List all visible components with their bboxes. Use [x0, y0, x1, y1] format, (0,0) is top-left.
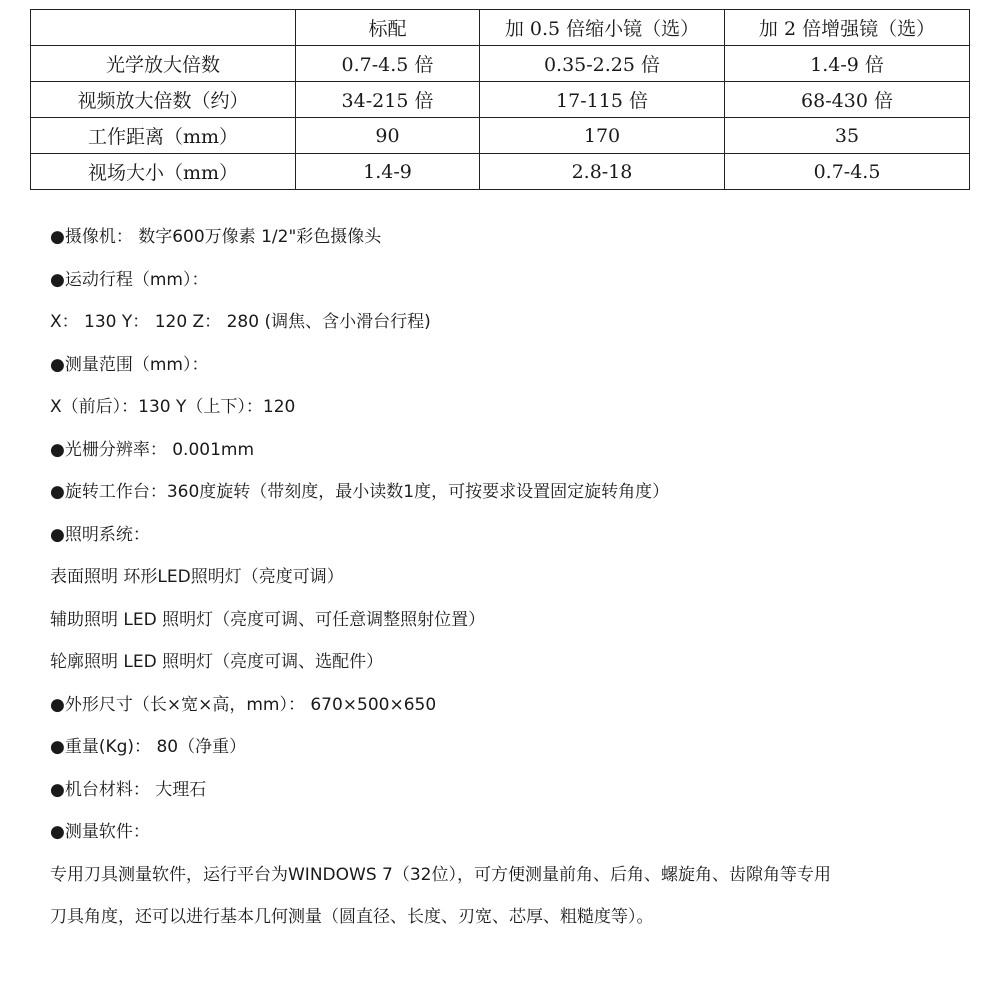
spec-grating-resolution: ●光栅分辨率： 0.001mm	[50, 439, 255, 460]
spec-range-values: X（前后）：130 Y（上下）：120	[50, 397, 296, 417]
table-row	[31, 82, 970, 118]
header-cell-reduction-lens: 加 0.5 倍缩小镜（选）	[480, 10, 725, 46]
spec-travel-heading: ●运动行程（mm）：	[50, 269, 209, 290]
spec-software-description-line1: 专用刀具测量软件，运行平台为WINDOWS 7（32位），可方便测量前角、后角、螺旋角、齿隙角等专用	[50, 864, 831, 885]
spec-lighting-contour: 轮廓照明 LED 照明灯（亮度可调、选配件）	[50, 652, 384, 672]
spec-list	[50, 216, 980, 939]
table-cell: 35	[725, 118, 970, 154]
row-label: 工作距离（mm）	[31, 118, 296, 154]
row-label: 视频放大倍数（约）	[31, 82, 296, 118]
spec-table	[30, 9, 970, 190]
spec-rotary-table: ●旋转工作台：360度旋转（带刻度，最小读数1度，可按要求设置固定旋转角度）	[50, 482, 670, 502]
table-header-row	[31, 10, 970, 46]
spec-software-heading: ●测量软件：	[50, 822, 150, 842]
spec-lighting-heading: ●照明系统：	[50, 524, 150, 545]
table-cell: 170	[480, 118, 725, 154]
table-cell: 1.4-9 倍	[725, 46, 970, 82]
spec-travel-values: X： 130 Y： 120 Z： 280 (调焦、含小滑台行程)	[50, 312, 431, 332]
header-cell-enhancement-lens: 加 2 倍增强镜（选）	[725, 10, 970, 46]
spec-lighting-auxiliary: 辅助照明 LED 照明灯（亮度可调、可任意调整照射位置）	[50, 609, 486, 630]
table-cell: 0.7-4.5	[725, 154, 970, 190]
spec-range-heading: ●测量范围（mm）：	[50, 354, 209, 375]
table-cell: 0.7-4.5 倍	[296, 46, 480, 82]
table-row	[31, 118, 970, 154]
table-cell: 17-115 倍	[480, 82, 725, 118]
row-label: 光学放大倍数	[31, 46, 296, 82]
spec-lighting-surface: 表面照明 环形LED照明灯（亮度可调）	[50, 567, 344, 587]
header-cell-corner	[31, 10, 296, 46]
spec-software-description-line2: 刀具角度，还可以进行基本几何测量（圆直径、长度、刃宽、芯厚、粗糙度等）。	[50, 907, 654, 927]
table-cell: 90	[296, 118, 480, 154]
table-cell: 34-215 倍	[296, 82, 480, 118]
table-cell: 0.35-2.25 倍	[480, 46, 725, 82]
row-label: 视场大小（mm）	[31, 154, 296, 190]
spec-weight: ●重量(Kg)： 80（净重）	[50, 737, 247, 757]
table-row	[31, 154, 970, 190]
spec-camera: ●摄像机： 数字600万像素 1/2"彩色摄像头	[50, 227, 382, 247]
table-cell: 1.4-9	[296, 154, 480, 190]
header-cell-standard: 标配	[296, 10, 480, 46]
table-cell: 2.8-18	[480, 154, 725, 190]
table-row	[31, 46, 970, 82]
table-cell: 68-430 倍	[725, 82, 970, 118]
spec-dimensions: ●外形尺寸（长×宽×高，mm）： 670×500×650	[50, 694, 437, 715]
spec-material: ●机台材料： 大理石	[50, 779, 207, 800]
